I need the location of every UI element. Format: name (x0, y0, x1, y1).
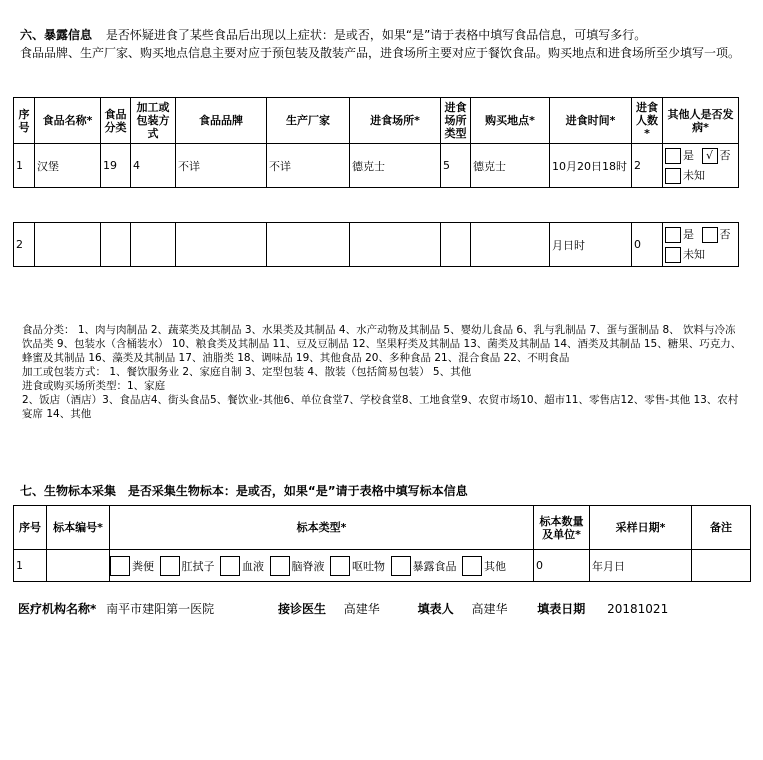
org-label: 医疗机构名称* (18, 602, 97, 616)
cell-food-name[interactable]: 汉堡 (35, 144, 101, 188)
footer (18, 600, 758, 617)
cell-buy-place[interactable]: 德克士 (471, 144, 550, 188)
col-specimen-no: 序号 (14, 506, 47, 550)
stool-label: 粪便 (132, 559, 154, 573)
cell-food-name[interactable] (35, 223, 101, 267)
section6-question: 是否怀疑进食了某些食品后出现以上症状：是或否，如果“是”请于表格中填写食品信息，可填写多行。 (105, 28, 647, 42)
cell-others-ill (663, 144, 739, 188)
unknown-label: 未知 (683, 168, 705, 182)
unknown-checkbox[interactable] (665, 247, 681, 263)
vomit-label: 呕吐物 (352, 559, 385, 573)
cell-specimen-qty[interactable]: 0 (534, 550, 590, 582)
anal-swab-checkbox[interactable] (160, 556, 180, 576)
col-remarks: 备注 (692, 506, 751, 550)
cell-remarks[interactable] (692, 550, 751, 582)
legend (22, 323, 742, 421)
csf-label: 脑脊液 (291, 559, 325, 573)
cell-sample-date[interactable]: 年月日 (590, 550, 692, 582)
col-count: 进食人数* (632, 98, 663, 144)
specimen-table (13, 505, 751, 582)
legend-place-type: 进食或购买场所类型：1、家庭 (22, 380, 166, 392)
no-checkbox[interactable] (702, 148, 718, 164)
section6-note: 食品品牌、生产厂家、购买地点信息主要对应于预包装及散装产品，进食场所主要对应于餐饮食品。购买地点和进食场所至少填写一项。 (20, 46, 741, 60)
cell-brand[interactable] (176, 223, 267, 267)
section7-heading (20, 482, 468, 499)
col-specimen-id: 标本编号* (47, 506, 110, 550)
date-label: 填表日期 (537, 602, 586, 616)
yes-checkbox[interactable] (665, 148, 681, 164)
filler-label: 填表人 (417, 602, 454, 616)
yes-label: 是 (683, 148, 694, 162)
cell-category[interactable] (101, 223, 131, 267)
blood-checkbox[interactable] (220, 556, 240, 576)
cell-count[interactable]: 0 (632, 223, 663, 267)
no-label: 否 (719, 148, 731, 162)
cell-maker[interactable] (267, 223, 350, 267)
cell-time[interactable]: 10月20日18时 (550, 144, 632, 188)
filler-value[interactable]: 高建华 (471, 602, 508, 616)
cell-place-type[interactable]: 5 (441, 144, 471, 188)
cell-specimen-type (110, 550, 534, 582)
yes-checkbox[interactable] (665, 227, 681, 243)
cell-maker[interactable]: 不详 (267, 144, 350, 188)
specimen-header-row (14, 506, 751, 550)
anal-swab-label: 肛拭子 (181, 559, 215, 573)
cell-specimen-no[interactable]: 1 (14, 550, 47, 582)
cell-no[interactable]: 2 (14, 223, 35, 267)
col-food-name: 食品名称* (35, 98, 101, 144)
col-maker: 生产厂家 (267, 98, 350, 144)
cell-place[interactable] (350, 223, 441, 267)
exposure-table-row2 (13, 222, 739, 267)
unknown-label: 未知 (683, 247, 705, 261)
cell-category[interactable]: 19 (101, 144, 131, 188)
doctor-value[interactable]: 高建华 (343, 602, 380, 616)
col-brand: 食品品牌 (176, 98, 267, 144)
exposure-table (13, 97, 739, 188)
table-row (14, 550, 751, 582)
no-label: 否 (719, 227, 731, 241)
exposed-food-checkbox[interactable] (391, 556, 411, 576)
cell-specimen-id[interactable] (47, 550, 110, 582)
col-process: 加工或包装方式 (131, 98, 176, 144)
col-place: 进食场所* (350, 98, 441, 144)
col-sample-date: 采样日期* (590, 506, 692, 550)
check-mark-icon: √ (705, 148, 713, 162)
cell-place[interactable]: 德克士 (350, 144, 441, 188)
cell-process[interactable] (131, 223, 176, 267)
blood-label: 血液 (242, 559, 264, 573)
section6-intro (20, 26, 750, 62)
doctor-label: 接诊医生 (277, 602, 326, 616)
col-specimen-qty: 标本数量及单位* (534, 506, 590, 550)
col-place-type: 进食场所类型 (441, 98, 471, 144)
cell-brand[interactable]: 不详 (176, 144, 267, 188)
cell-others-ill (663, 223, 739, 267)
other-checkbox[interactable] (462, 556, 482, 576)
csf-checkbox[interactable] (270, 556, 290, 576)
cell-count[interactable]: 2 (632, 144, 663, 188)
cell-no[interactable]: 1 (14, 144, 35, 188)
legend-process: 加工或包装方式： 1、餐饮服务业 2、家庭自制 3、定型包装 4、散装（包括简易包装） 5、其他 (22, 366, 472, 378)
section7-title: 七、生物标本采集 (20, 484, 117, 498)
other-label: 其他 (484, 559, 506, 573)
col-others-ill: 其他人是否发病* (663, 98, 739, 144)
cell-place-type[interactable] (441, 223, 471, 267)
vomit-checkbox[interactable] (330, 556, 350, 576)
col-buy-place: 购买地点* (471, 98, 550, 144)
unknown-checkbox[interactable] (665, 168, 681, 184)
section7-question: 是否采集生物标本：是或否，如果“是”请于表格中填写标本信息 (127, 484, 468, 498)
col-time: 进食时间* (550, 98, 632, 144)
cell-process[interactable]: 4 (131, 144, 176, 188)
stool-checkbox[interactable] (110, 556, 130, 576)
col-no: 序号 (14, 98, 35, 144)
yes-label: 是 (683, 227, 694, 241)
exposed-food-label: 暴露食品 (412, 559, 457, 573)
table-row (14, 223, 739, 267)
table-row (14, 144, 739, 188)
col-specimen-type: 标本类型* (110, 506, 534, 550)
legend-food-category: 食品分类： 1、肉与肉制品 2、蔬菜类及其制品 3、水果类及其制品 4、水产动物及其制品 5、婴幼儿食品 6、乳与乳制品 7、蛋与蛋制品 8、 饮料与冷冻饮品类 9、包装水（含桶装水） 10、粮食类及其制品 11、豆及豆制品 12、坚果籽类及其制品 13、菌类及其制品 14、酒类及其制品 15、糖果、巧克力、蜂蜜及其制品 16、藻类及其制品 17、油脂类 18、调味品 19、其他食品 20、多种食品 21、混合食品 22、不明食品 (22, 324, 742, 364)
cell-time[interactable]: 月日时 (550, 223, 632, 267)
cell-buy-place[interactable] (471, 223, 550, 267)
col-food-category: 食品分类 (101, 98, 131, 144)
no-checkbox[interactable] (702, 227, 718, 243)
org-value[interactable]: 南平市建阳第一医院 (106, 602, 215, 616)
exposure-header-row (14, 98, 739, 144)
date-value[interactable]: 20181021 (607, 602, 669, 616)
section6-title: 六、暴露信息 (20, 28, 93, 42)
legend-place-list: 2、饭店（酒店）3、食品店4、街头食品5、餐饮业-其他6、单位食堂7、学校食堂8、工地食堂9、农贸市场10、超市11、零售店12、零售-其他 13、农村宴席 14、其他 (22, 394, 739, 420)
